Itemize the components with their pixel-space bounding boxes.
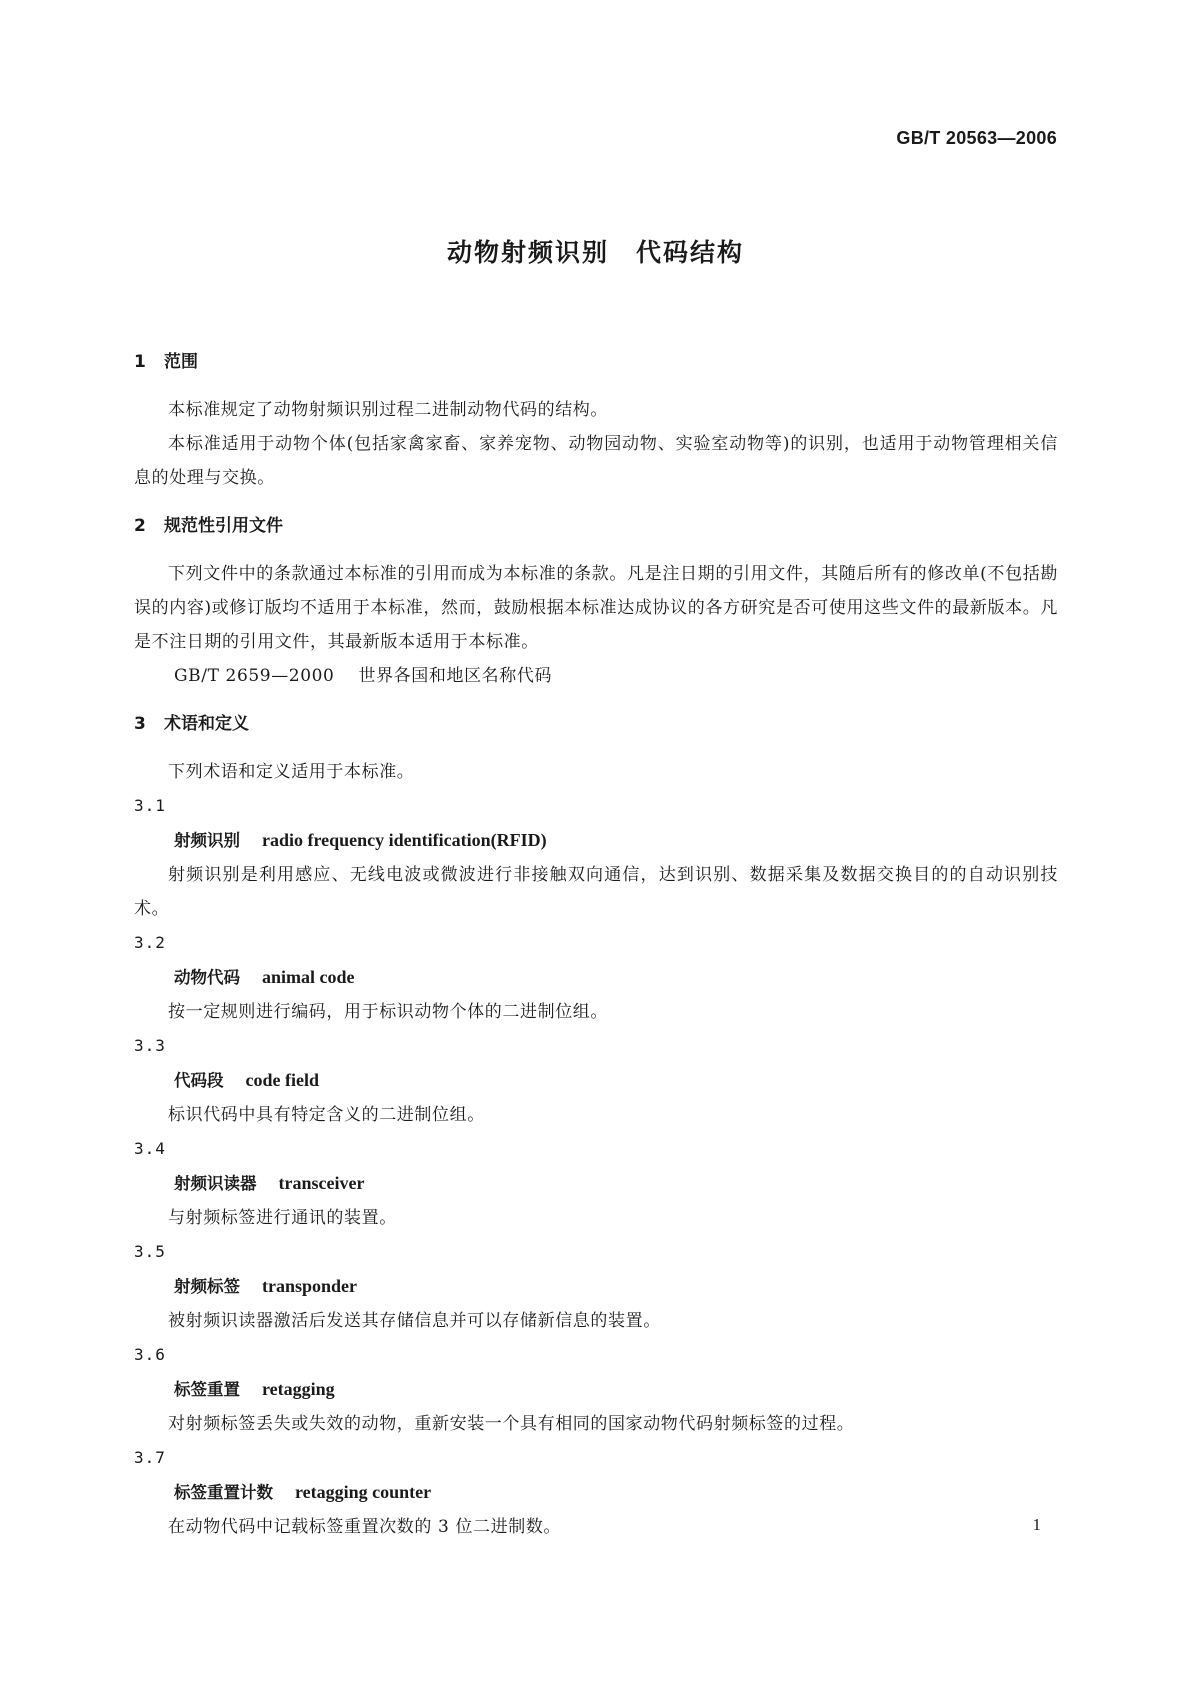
- term-entry: [134, 1338, 1058, 1441]
- page-number: 1: [1032, 1515, 1041, 1534]
- term-number: 3.6: [134, 1345, 166, 1364]
- paragraph: 本标准规定了动物射频识别过程二进制动物代码的结构。: [168, 400, 608, 420]
- term-definition: 在动物代码中记载标签重置次数的 3 位二进制数。: [168, 1517, 562, 1537]
- paragraph: 下列文件中的条款通过本标准的引用而成为本标准的条款。凡是注日期的引用文件，其随后所有的修改单(不包括勘误的内容)或修订版均不适用于本标准，然而，鼓励根据本标准达成协议的各方研究是否可使用这些文件的最新版本。凡是不注日期的引用文件，其最新版本适用于本标准。: [134, 564, 1058, 652]
- term-number: 3.5: [134, 1242, 166, 1261]
- term-zh: 标签重置计数: [174, 1483, 273, 1502]
- term-name: [134, 1372, 1058, 1407]
- term-number: 3.1: [134, 796, 166, 815]
- term-number: 3.2: [134, 933, 166, 952]
- section-number: 1: [134, 352, 146, 372]
- term-definition: 射频识别是利用感应、无线电波或微波进行非接触双向通信，达到识别、数据采集及数据交换目的的自动识别技术。: [134, 865, 1058, 919]
- term-name: [134, 960, 1058, 995]
- term-en: radio frequency identification(RFID): [262, 830, 547, 850]
- reference-name: 世界各国和地区名称代码: [358, 666, 553, 686]
- term-definition: 与射频标签进行通讯的装置。: [168, 1208, 397, 1228]
- normative-reference: [134, 659, 1058, 693]
- term-zh: 射频识读器: [174, 1174, 257, 1193]
- term-zh: 射频识别: [174, 831, 240, 850]
- term-definition: 被射频识读器激活后发送其存储信息并可以存储新信息的装置。: [168, 1311, 661, 1331]
- term-number: 3.3: [134, 1036, 166, 1055]
- term-entry: [134, 1132, 1058, 1235]
- term-entry: [134, 926, 1058, 1029]
- section-number: 3: [134, 714, 146, 734]
- section-2-heading: [134, 509, 1058, 543]
- term-definition: 按一定规则进行编码，用于标识动物个体的二进制位组。: [168, 1002, 608, 1022]
- term-number: 3.4: [134, 1139, 166, 1158]
- term-zh: 射频标签: [174, 1277, 240, 1296]
- term-name: [134, 1063, 1058, 1098]
- term-number: 3.7: [134, 1448, 166, 1467]
- term-en: transponder: [262, 1276, 358, 1296]
- term-definition: 标识代码中具有特定含义的二进制位组。: [168, 1105, 485, 1125]
- term-entry: [134, 1235, 1058, 1338]
- section-title: 规范性引用文件: [164, 516, 283, 536]
- term-name: [134, 823, 1058, 858]
- reference-code: GB/T 2659—2000: [174, 666, 335, 686]
- term-name: [134, 1166, 1058, 1201]
- term-en: transceiver: [278, 1173, 365, 1193]
- term-en: animal code: [262, 967, 355, 987]
- term-definition: 对射频标签丢失或失效的动物，重新安装一个具有相同的国家动物代码射频标签的过程。: [168, 1414, 855, 1434]
- section-1-heading: [134, 345, 1058, 379]
- term-en: retagging counter: [295, 1482, 432, 1502]
- paragraph: 本标准适用于动物个体(包括家禽家畜、家养宠物、动物园动物、实验室动物等)的识别，也适用于动物管理相关信息的处理与交换。: [134, 434, 1058, 488]
- term-zh: 动物代码: [174, 968, 240, 987]
- document-title: 动物射频识别 代码结构: [446, 238, 744, 267]
- term-name: [134, 1475, 1058, 1510]
- term-entry: [134, 1029, 1058, 1132]
- standard-number: GB/T 20563—2006: [896, 128, 1057, 148]
- term-en: code field: [245, 1070, 319, 1090]
- section-number: 2: [134, 516, 146, 536]
- term-zh: 标签重置: [174, 1380, 240, 1399]
- term-zh: 代码段: [174, 1071, 224, 1090]
- term-name: [134, 1269, 1058, 1304]
- term-entry: [134, 789, 1058, 926]
- section-title: 范围: [164, 352, 198, 372]
- term-en: retagging: [262, 1379, 335, 1399]
- section-3-heading: [134, 707, 1058, 741]
- section-title: 术语和定义: [164, 714, 249, 734]
- document-body: [134, 345, 1058, 1544]
- term-entry: [134, 1441, 1058, 1544]
- paragraph: 下列术语和定义适用于本标准。: [168, 762, 415, 782]
